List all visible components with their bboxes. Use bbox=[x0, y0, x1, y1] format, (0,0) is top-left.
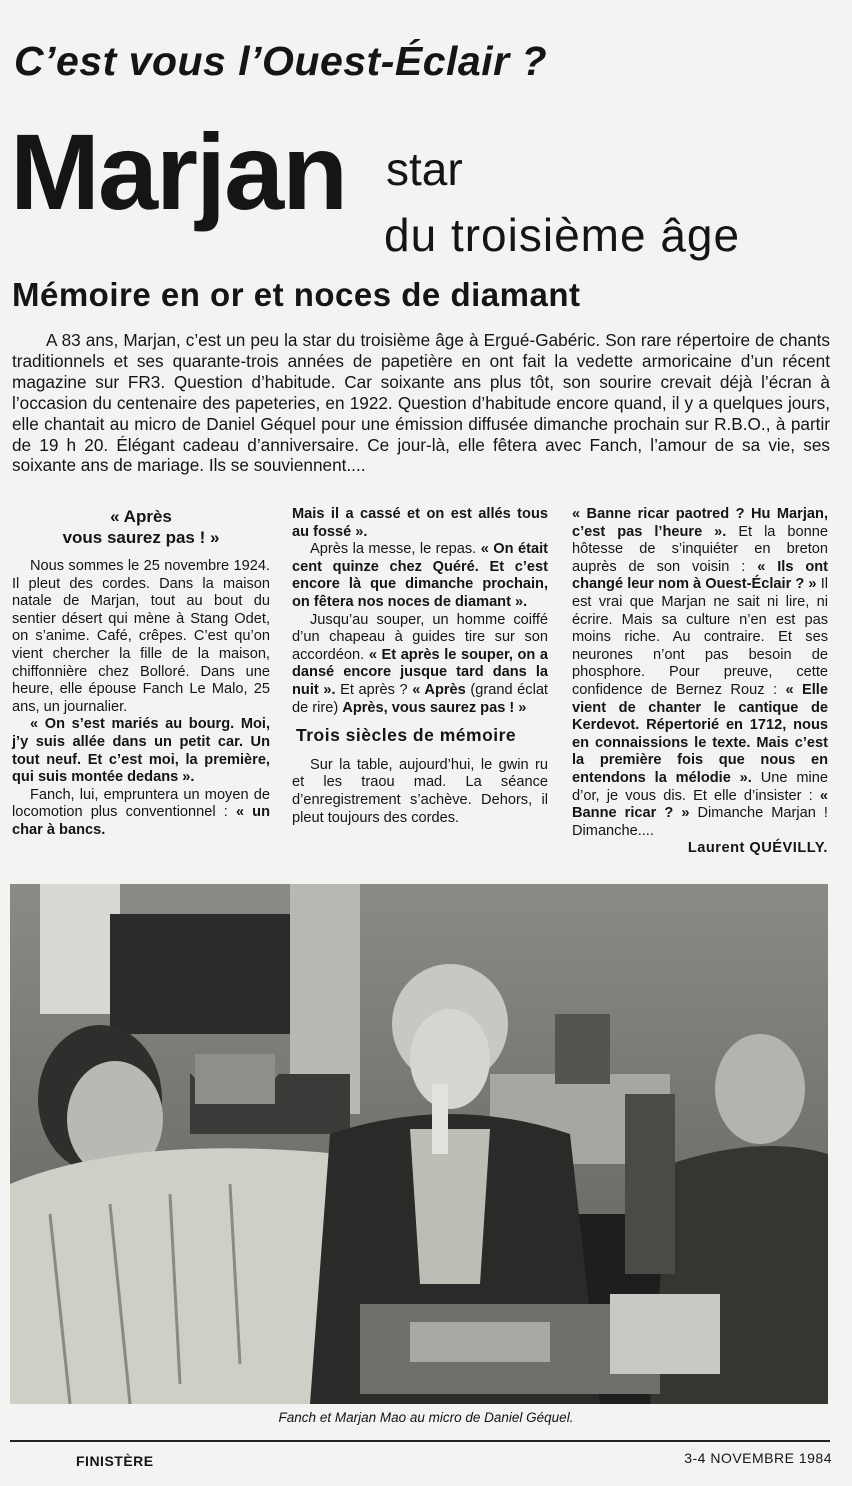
subhead: Mémoire en or et noces de diamant bbox=[12, 276, 581, 313]
quote-char-a-bancs: « un char à bancs. bbox=[12, 804, 270, 838]
quote-fosse: Mais il a cassé et on est allés tous au fossé ». bbox=[292, 506, 548, 540]
photo-illustration bbox=[10, 884, 828, 1404]
column-1-paragraph-3 bbox=[12, 787, 270, 840]
column-2-paragraph-4: Sur la table, aujourd’hui, le gwin ru et les traou mad. La séance d’enregistrement s’achève. Dehors, il pleut toujours des cordes. bbox=[292, 756, 548, 826]
quote-kerdevot: « Elle vient de chanter le cantique de Kerdevot. Répertorié en 1712, nous en connaissions le texte. Mais c’est la première fois que nous en entendons la mélodie ». bbox=[572, 681, 828, 786]
headline: Marjan bbox=[10, 111, 347, 232]
quote-saurez-pas: Après, vous saurez pas ! » bbox=[342, 699, 527, 716]
quote-quere: « On était cent quinze chez Quéré. Et c’est encore là que dimanche prochain, on fêtera nos noces de diamant ». bbox=[292, 541, 548, 610]
quote-mariage: « On s’est mariés au bourg. Moi, j’y suis allée dans un petit car. Un tout neuf. Et c’est moi, la première, qui suis montée dedans ». bbox=[12, 716, 270, 786]
quote-souper: « Et après le souper, on a dansé encore jusque tard dans la nuit ». bbox=[292, 646, 548, 698]
column-2 bbox=[292, 506, 548, 827]
column-1-paragraph-1: Nous sommes le 25 novembre 1924. Il pleut des cordes. Dans la maison natale de Marjan, tout au bout du sentier désert qui mène à Stang Odet, on s’anime. Café, crêpes. C’est qu’on vient chercher la fille de la maison, chiffonnière chez Bolloré. Dans une heure, elle épouse Fanch Le Malo, 25 ans, un journalier. bbox=[12, 558, 270, 715]
column-1-paragraph-2 bbox=[12, 716, 270, 786]
intro-text: A 83 ans, Marjan, c’est un peu la star du troisième âge à Ergué-Gabéric. Son rare répertoire de chants traditionnels et ses quarante-trois années de papetière en ont fait la vedette armoricaine d’un récent magazine sur FR3. Question d’habitude. Car soixante ans plus tôt, son sourire crevait déjà l’écran à l’occasion du centenaire des papeteries, en 1922. Question d’habitude encore quand, il y a quelques jours, elle chantait au micro de Daniel Géquel pour une émission diffusée dimanche prochain sur R.B.O., à partir de 19 h 20. Élégant cadeau d’anniversaire. Ce jour-là, elle fêtera avec Fanch, l’amour de sa vie, ses soixante ans de mariage. Ils se souviennent.... bbox=[12, 330, 830, 476]
column-2-text-2: Après la messe, le repas. bbox=[310, 541, 477, 558]
column-2-paragraph-1 bbox=[292, 506, 548, 541]
column-3 bbox=[572, 506, 828, 858]
photo bbox=[10, 884, 828, 1404]
column-3-text-2: Il est vrai que Marjan ne sait ni lire, ni écrire. Mais sa culture n’en est pas moins riche. Au contraire. Et ses neurones n’ont pas besoin de phosphore. Pour preuve, cette confidence de Bernez Rouz : bbox=[572, 576, 828, 698]
quote-banne-ricar-2: « Banne ricar ? » bbox=[572, 787, 828, 822]
column-3-text-1: Et la bonne hôtesse de s’inquiéter en breton auprès de son voisin : bbox=[572, 523, 828, 575]
column-1 bbox=[12, 506, 270, 840]
byline: Laurent QUÉVILLY. bbox=[687, 840, 828, 857]
column-1-heading-line-2: vous saurez pas ! » bbox=[62, 528, 220, 547]
deck-line-1: star bbox=[386, 143, 463, 195]
quote-apres: « Après bbox=[412, 681, 466, 698]
intro-paragraph bbox=[12, 330, 830, 476]
column-2-paragraph-2 bbox=[292, 541, 548, 611]
quote-ouest-eclair: « Ils ont changé leur nom à Ouest-Éclair ? » bbox=[572, 558, 829, 593]
deck-line-2: du troisième âge bbox=[384, 209, 741, 261]
kicker: C’est vous l’Ouest-Éclair ? bbox=[14, 38, 547, 84]
footer-section: FINISTÈRE bbox=[76, 1453, 154, 1469]
column-2-paragraph-3 bbox=[292, 612, 548, 718]
column-3-text-3: Une mine d’or, je vous dis. Et elle d’insister : bbox=[572, 769, 828, 804]
column-3-text-4: Dimanche Marjan ! Dimanche.... bbox=[572, 805, 828, 839]
footer-date: 3-4 NOVEMBRE 1984 bbox=[684, 1450, 832, 1466]
quote-banne-ricar: « Banne ricar paotred ? Hu Marjan, c’est pas l’heure ». bbox=[572, 506, 828, 540]
photo-caption: Fanch et Marjan Mao au micro de Daniel Géquel. bbox=[278, 1410, 574, 1425]
column-1-heading bbox=[12, 506, 270, 548]
column-2-text-3: Jusqu’au souper, un homme coiffé d’un chapeau à guides tire sur son accordéon. bbox=[292, 611, 548, 663]
footer-rule bbox=[10, 1440, 830, 1442]
column-3-paragraph-1 bbox=[572, 506, 828, 840]
column-2-text-3c: (grand éclat de rire) bbox=[292, 681, 548, 716]
column-2-heading: Trois siècles de mémoire bbox=[296, 725, 517, 746]
column-2-text-3b: Et après ? bbox=[340, 681, 408, 698]
column-1-text-3: Fanch, lui, empruntera un moyen de locomotion plus conventionnel : bbox=[12, 786, 270, 821]
column-1-heading-line-1: « Après bbox=[110, 507, 172, 526]
